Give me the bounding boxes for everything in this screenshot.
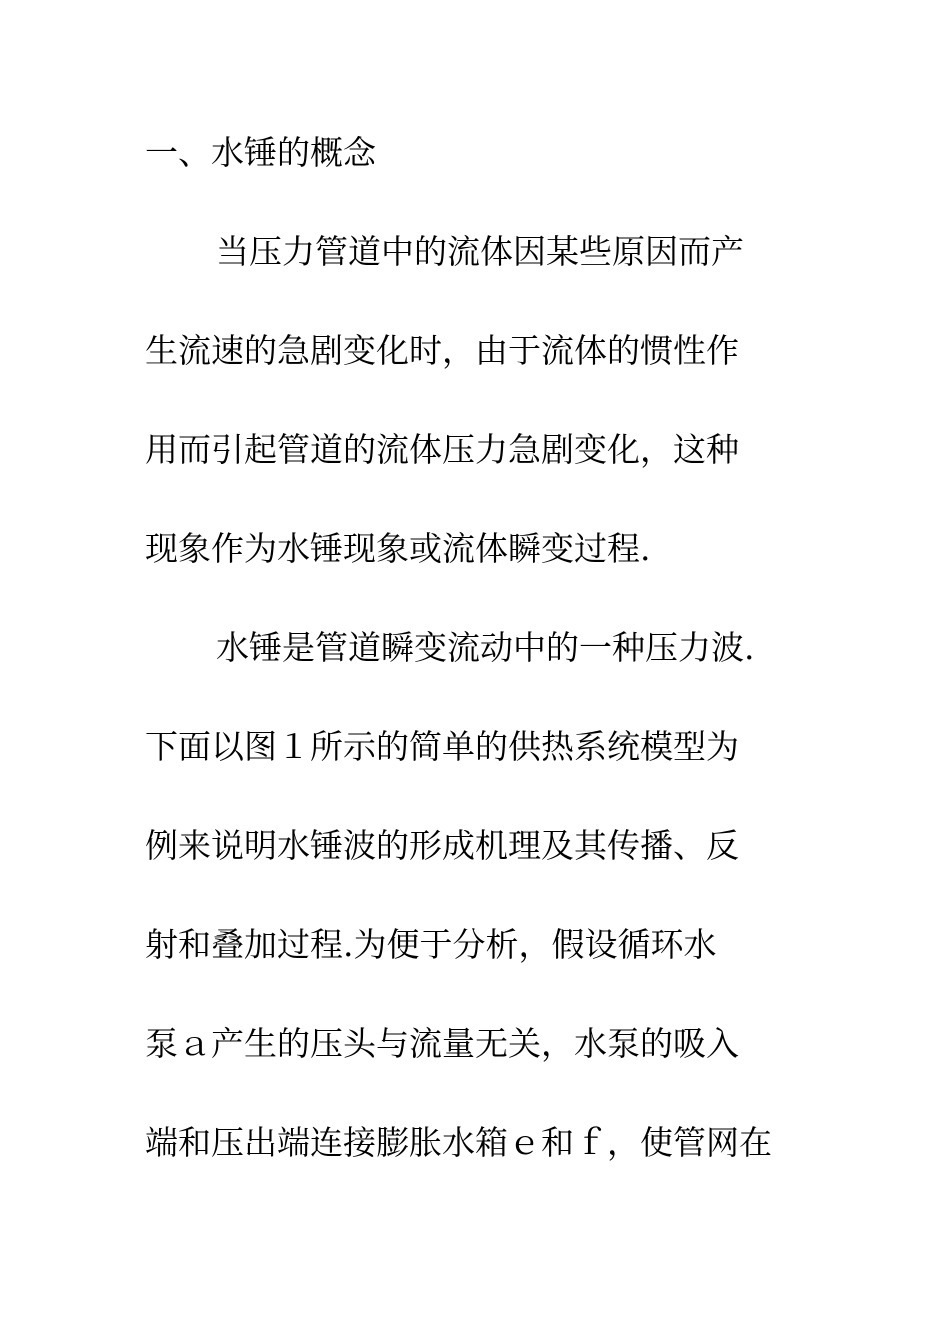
paragraph-2-line-2: 下面以图１所示的简单的供热系统模型为 — [145, 727, 739, 766]
paragraph-1-line-3: 用而引起管道的流体压力急剧变化，这种 — [145, 430, 739, 469]
paragraph-2-line-4: 射和叠加过程.为便于分析，假设循环水 — [145, 925, 717, 964]
paragraph-1-line-2: 生流速的急剧变化时，由于流体的惯性作 — [145, 331, 739, 370]
paragraph-2-line-3: 例来说明水锤波的形成机理及其传播、反 — [145, 826, 739, 865]
paragraph-2-line-5: 泵ａ产生的压头与流量无关，水泵的吸入 — [145, 1024, 739, 1063]
paragraph-2-line-6: 端和压出端连接膨胀水箱ｅ和ｆ，使管网在 — [145, 1123, 772, 1162]
section-heading: 一、水锤的概念 — [145, 133, 376, 172]
paragraph-2-line-1: 水锤是管道瞬变流动中的一种压力波. — [216, 628, 755, 667]
paragraph-1-line-1: 当压力管道中的流体因某些原因而产 — [216, 232, 744, 271]
paragraph-1-line-4: 现象作为水锤现象或流体瞬变过程. — [145, 529, 651, 568]
